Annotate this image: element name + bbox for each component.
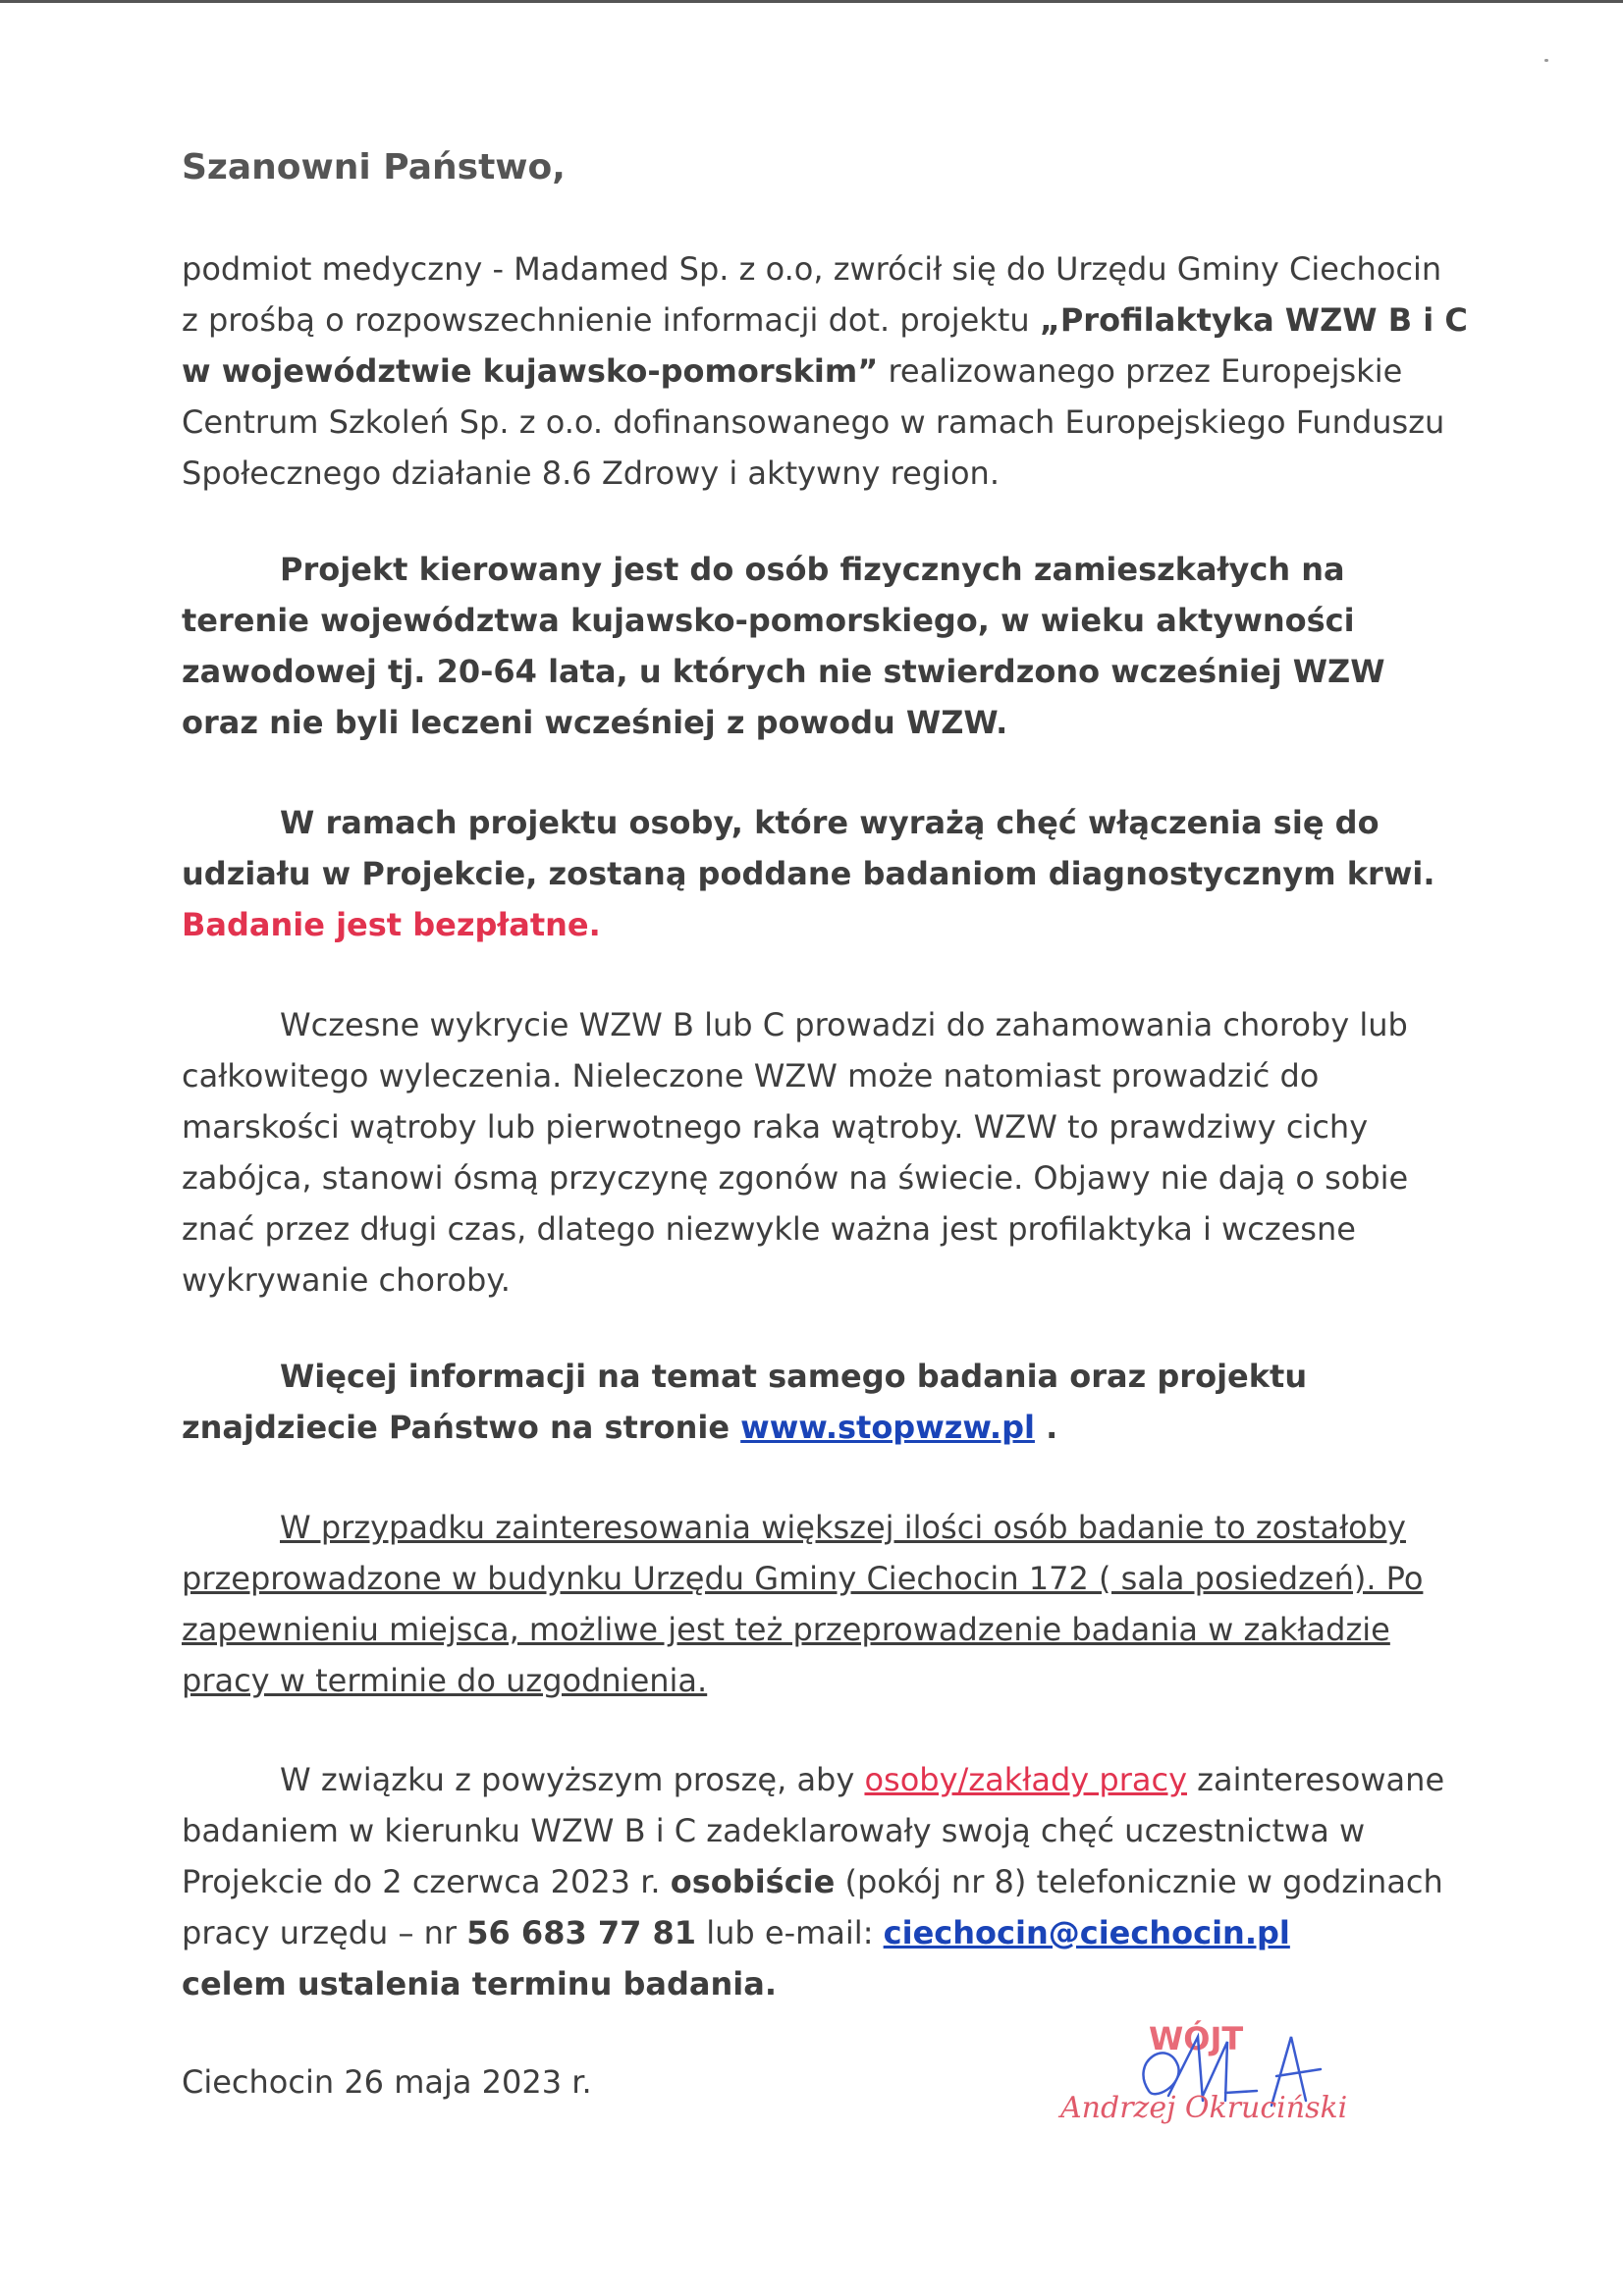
scan-top-edge — [0, 0, 1623, 3]
paragraph-location: W przypadku zainteresowania większej ilości osób badanie to zostałoby przeprowadzone w budynku Urzędu Gminy Ciechocin 172 ( sala posiedzeń). Po zapewnieniu miejsca, możliwe jest też przeprowadzenie badania w zakładzie pracy w terminie do uzgodnienia. — [182, 1509, 1424, 1699]
in-person-label: osobiście — [670, 1863, 836, 1900]
paragraph-intro — [182, 243, 1468, 499]
scan-speck — [1544, 59, 1548, 62]
paragraph-more-info — [182, 1351, 1468, 1453]
intro-text-2: realizowanego przez Europejskie Centrum Szkoleń Sp. z o.o. dofinansowanego w ramach Europejskiego Funduszu Społecznego działanie 8.6 Zdrowy i aktywny region. — [182, 352, 1445, 492]
paragraph-registration — [182, 1754, 1468, 2009]
paragraph-early-detection: Wczesne wykrycie WZW B lub C prowadzi do zahamowania choroby lub całkowitego wyleczenia. Nieleczone WZW może natomiast prowadzić do marskości wątroby lub pierwotnego raka wątroby. WZW to prawdziwy cichy zabójca, stanowi ósmą przyczynę zgonów na świecie. Objawy nie dają o sobie znać przez długi czas, dlatego niezwykle ważna jest profilaktyka i wczesne wykrywanie choroby. — [182, 1006, 1409, 1299]
registration-text-2: zainteresowane badaniem w kierunku WZW B i C zadeklarowały swoją chęć uczestnictwa w Projekcie do 2 czerwca 2023 r. — [182, 1761, 1445, 1900]
diagnostics-text: W ramach projektu osoby, które wyrażą chęć włączenia się do udziału w Projekcie, zostaną poddane badaniom diagnostycznym krwi. — [182, 804, 1435, 892]
target-audience: osoby/zakłady pracy — [864, 1761, 1187, 1798]
paragraph-target-group: Projekt kierowany jest do osób fizycznych zamieszkałych na terenie województwa kujawsko-pomorskiego, w wieku aktywności zawodowej tj. 20-64 lata, u których nie stwierdzono wcześniej WZW oraz nie byli leczeni wcześniej z powodu WZW. — [182, 551, 1385, 741]
official-stamp — [1051, 2002, 1365, 2160]
date-line: Ciechocin 26 maja 2023 r. — [182, 2063, 592, 2101]
project-title: „Profilaktyka WZW B i C w województwie kujawsko-pomorskim” — [182, 301, 1468, 390]
registration-purpose: celem ustalenia terminu badania. — [182, 1965, 777, 2002]
more-info-end: . — [1034, 1409, 1058, 1446]
phone-number: 56 683 77 81 — [466, 1914, 697, 1951]
free-test-notice: Badanie jest bezpłatne. — [182, 906, 601, 943]
registration-text-1: W związku z powyższym proszę, aby — [280, 1761, 865, 1798]
paragraph-diagnostics — [182, 797, 1468, 950]
more-info-text: Więcej informacji na temat samego badania oraz projektu znajdziecie Państwo na stronie — [182, 1358, 1308, 1446]
greeting: Szanowni Państwo, — [182, 147, 566, 187]
registration-text-3: (pokój nr 8) telefonicznie w godzinach pracy urzędu – nr — [182, 1863, 1443, 1951]
intro-text-1: podmiot medyczny - Madamed Sp. z o.o, zwrócił się do Urzędu Gminy Ciechocin z prośbą o rozpowszechnienie informacji dot. projektu — [182, 250, 1442, 339]
stamp-name: Andrzej Okruciński — [1060, 2091, 1348, 2125]
website-link[interactable]: www.stopwzw.pl — [740, 1409, 1035, 1446]
email-link[interactable]: ciechocin@ciechocin.pl — [883, 1914, 1290, 1951]
registration-text-4: lub e-mail: — [696, 1914, 884, 1951]
stamp-title: WÓJT — [1149, 2020, 1244, 2057]
